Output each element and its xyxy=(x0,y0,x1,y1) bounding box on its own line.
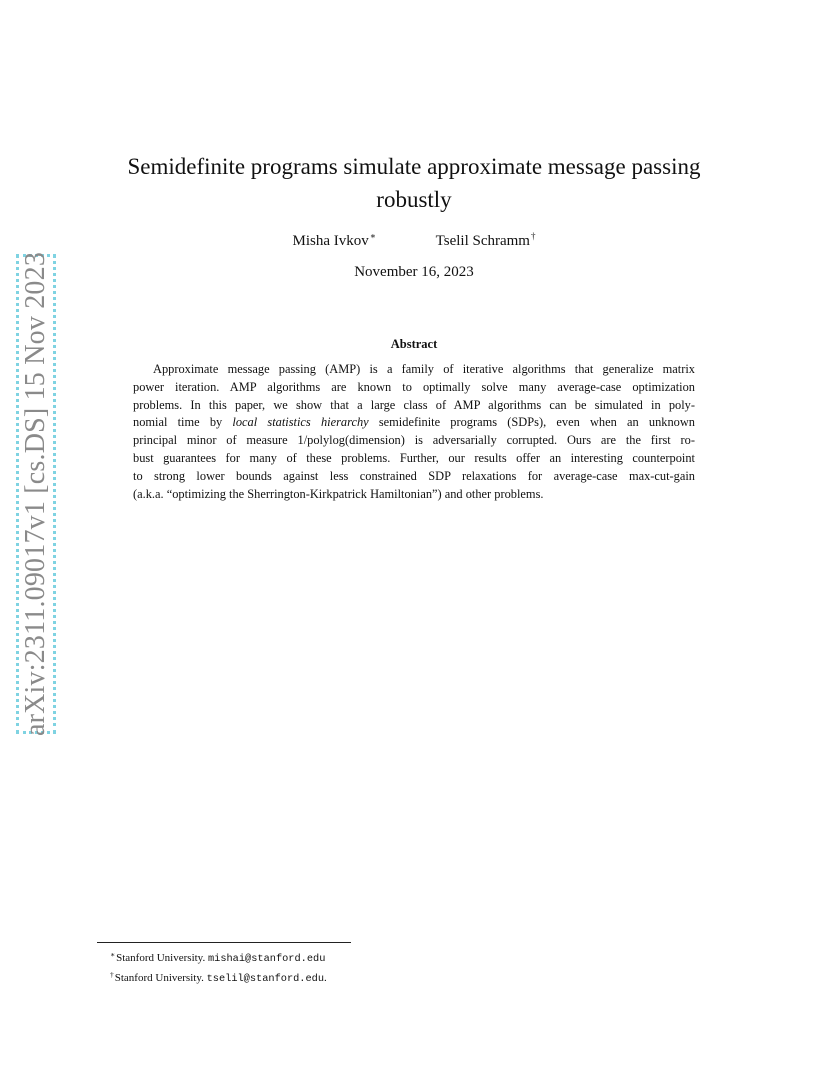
paper-date: November 16, 2023 xyxy=(354,264,474,280)
abstract-line-7: to strong lower bounds against less constrained SDP relaxations for average-case max-cut-gain xyxy=(133,468,695,483)
footnote-1 xyxy=(110,947,327,967)
abstract-line-4 xyxy=(133,414,695,432)
footnote-2-period: . xyxy=(324,972,327,984)
abstract-line-4-end: semidefinite programs (SDPs), even when an unknown xyxy=(368,415,695,430)
abstract-line-8: (a.k.a. “optimizing the Sherrington-Kirkpatrick Hamiltonian”) and other problems. xyxy=(133,486,544,501)
author-2-footnote-mark: † xyxy=(530,231,536,241)
author-list xyxy=(80,231,748,250)
author-1 xyxy=(293,231,376,250)
abstract-line-1: Approximate message passing (AMP) is a family of iterative algorithms that generalize matrix xyxy=(153,362,695,376)
paper-title xyxy=(80,150,748,216)
footnotes xyxy=(110,947,327,987)
footnote-rule xyxy=(97,942,351,943)
footnote-1-mark: ∗ xyxy=(110,950,116,959)
abstract-line-2: power iteration. AMP algorithms are known to optimally solve many average-case optimization xyxy=(133,379,695,394)
footnote-2-affiliation: Stanford University. xyxy=(114,972,207,984)
abstract-line-5: principal minor of measure 1/polylog(dimension) is adversarially corrupted. Ours are the first ro- xyxy=(133,433,695,448)
author-1-footnote-mark: ∗ xyxy=(369,231,376,241)
abstract-body xyxy=(133,361,695,503)
author-2 xyxy=(436,231,536,250)
title-line-1: Semidefinite programs simulate approximate message passing xyxy=(127,154,701,179)
footnote-2-email[interactable]: tselil@stanford.edu xyxy=(206,973,325,985)
author-2-name: Tselil Schramm xyxy=(435,233,530,249)
footnote-2 xyxy=(110,967,327,987)
arxiv-stamp xyxy=(16,251,56,737)
abstract-heading: Abstract xyxy=(390,337,438,351)
abstract-line-4-start: nomial time by xyxy=(133,415,233,430)
title-line-2: robustly xyxy=(376,187,452,212)
author-1-name: Misha Ivkov xyxy=(292,233,369,249)
footnote-2-mark: † xyxy=(110,970,114,979)
footnote-1-affiliation: Stanford University. xyxy=(116,952,208,964)
arxiv-stamp-text: arXiv:2311.09017v1 [cs.DS] 15 Nov 2023 xyxy=(20,251,51,737)
abstract-emphasis: local statistics hierarchy xyxy=(232,415,369,430)
abstract-line-3: problems. In this paper, we show that a large class of AMP algorithms can be simulated in poly- xyxy=(133,397,695,412)
footnote-1-email[interactable]: mishai@stanford.edu xyxy=(207,953,326,965)
abstract-line-6: bust guarantees for many of these problems. Further, our results offer an interesting counterpoint xyxy=(133,450,695,465)
